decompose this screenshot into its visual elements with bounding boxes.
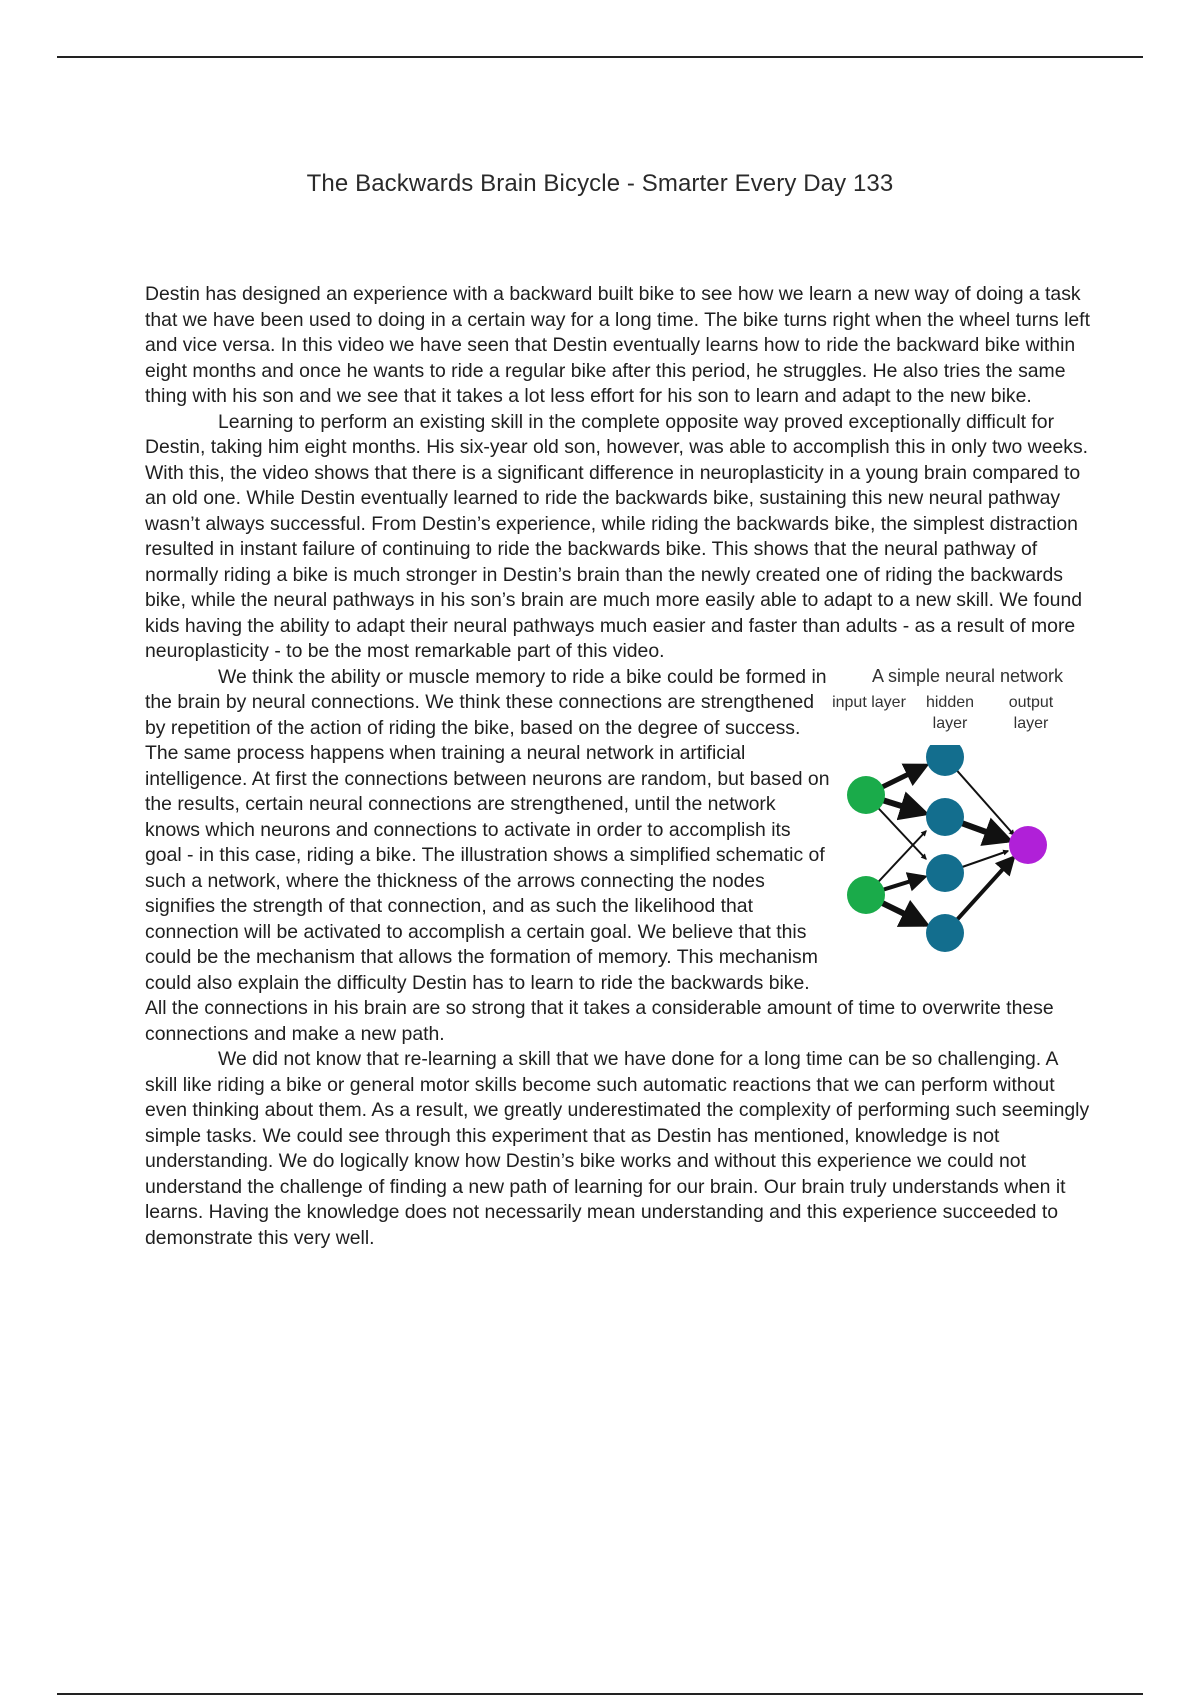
document-title: The Backwards Brain Bicycle - Smarter Every Day 133 [306, 170, 894, 197]
paragraph-3: We think the ability or muscle memory to ride a bike could be formed in the brain by neural connections. We think these connections are strengthened by repetition of the action of riding the bike, based on the degree of success. The same process happens when training a neural network in artificial intelligence. At first the connections between neurons are random, but based on the results, certain neural connections are strengthened, until the network knows which neurons and connections to activate in order to accomplish its goal - in this case, riding a bike. The illustration shows a simplified schematic of such a network, where the thickness of the arrows connecting the nodes signifies the strength of that connection, and as such the likelihood that connection will be activated to accomplish a certain goal. We believe that this could be the mechanism that allows the formation of memory. This mechanism could also explain the difficulty Destin has to learn to ride the backwards bike. All the connections in his brain are so strong that it takes a considerable amount of time to overwrite these connections and make a new path. [145, 665, 1054, 1045]
hidden-node-3 [926, 854, 964, 892]
input-node-1 [847, 776, 885, 814]
document-body [145, 282, 1090, 1251]
paragraph-2: Learning to perform an existing skill in the complete opposite way proved exceptionally difficult for Destin, taking him eight months. His six-year old son, however, was able to accomplish this in only two weeks. With this, the video shows that there is a significant difference in neuroplasticity in a young brain compared to an old one. While Destin eventually learned to ride the backwards bike, sustaining this new neural pathway wasn’t always successful. From Destin’s experience, while riding the backwards bike, the simplest distraction resulted in instant failure of continuing to ride the backwards bike. This shows that the neural pathway of normally riding a bike is much stronger in Destin’s brain than the newly created one of riding the backwards bike, while the neural pathways in his son’s brain are much more easily able to adapt to a new skill. We found kids having the ability to adapt their neural pathways much easier and faster than adults - as a result of more neuroplasticity - to be the most remarkable part of this video. [145, 410, 1089, 662]
bottom-rule [57, 1693, 1143, 1695]
paragraph-1: Destin has designed an experience with a backward built bike to see how we learn a new way of doing a task that we have been used to doing in a certain way for a long time. The bike turns right when the wheel turns left and vice versa. In this video we have seen that Destin eventually learns how to ride the backward bike within eight months and once he wants to ride a regular bike after this period, he struggles. He also tries the same thing with his son and we see that it takes a lot less effort for his son to learn and adapt to the new bike. [145, 283, 1090, 407]
hidden-layer-label: hidden layer [925, 693, 975, 732]
hidden-node-4 [926, 914, 964, 952]
input-layer-label: input layer [832, 693, 906, 711]
output-layer-label: output layer [1008, 693, 1054, 732]
hidden-node-2 [926, 798, 964, 836]
figure-title: A simple neural network [871, 665, 1064, 686]
neural-network-diagram [845, 745, 1090, 975]
output-node [1009, 826, 1047, 864]
paragraph-4: We did not know that re-learning a skill that we have done for a long time can be so challenging. A skill like riding a bike or general motor skills become such automatic reactions that we can perform without even thinking about them. As a result, we greatly underestimated the complexity of performing such seemingly simple tasks. We could see through this experiment that as Destin has mentioned, knowledge is not understanding. We do logically know how Destin’s bike works and without this experience we could not understand the challenge of finding a new path of learning for our brain. Our brain truly understands when it learns. Having the knowledge does not necessarily mean understanding and this experience succeeded to demonstrate this very well. [145, 1048, 1090, 1249]
top-rule [57, 56, 1143, 58]
neural-network-figure [832, 665, 1090, 983]
input-node-2 [847, 876, 885, 914]
